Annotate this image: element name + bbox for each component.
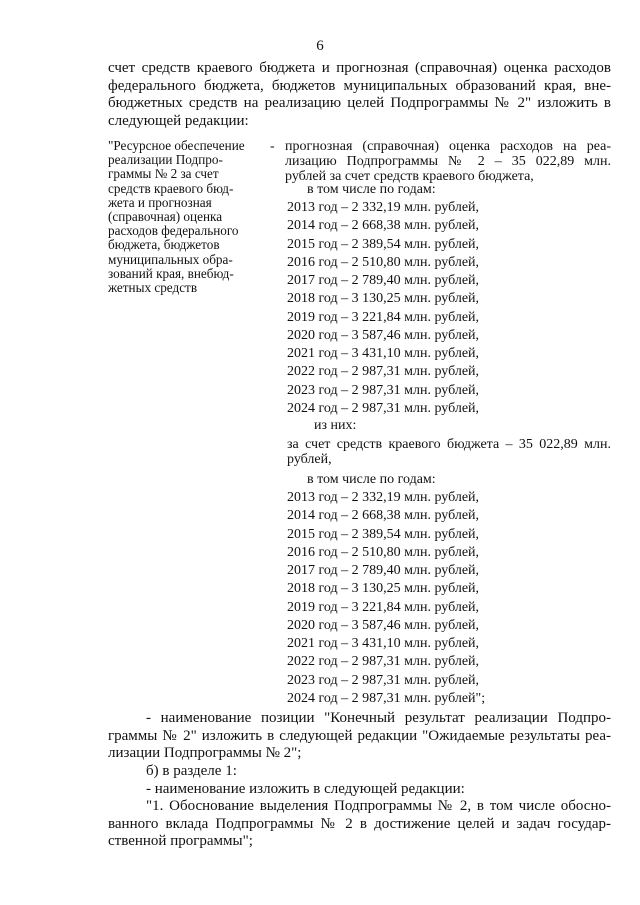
year-row: 2016 год – 2 510,80 млн. рублей, xyxy=(287,544,480,560)
text-line: бюджетных средств на реализацию целей Подпрограммы № 2" изложить в xyxy=(108,95,611,111)
resource-label-cell xyxy=(108,139,268,295)
text-line: "1. Обоснование выделения Подпрограммы № 2, в том числе обосно- xyxy=(146,798,611,814)
name-item-line: - наименование изложить в следующей редакции: xyxy=(146,781,465,797)
year-row: 2024 год – 2 987,31 млн. рублей, xyxy=(287,400,480,416)
by-years-label: в том числе по годам: xyxy=(307,182,436,197)
text-line: прогнозная (справочная) оценка расходов на реа- xyxy=(285,139,611,154)
text-line: расходов федерального xyxy=(108,223,239,239)
section-b-line: б) в разделе 1: xyxy=(146,763,237,779)
year-row: 2023 год – 2 987,31 млн. рублей, xyxy=(287,382,480,398)
text-line: следующей редакции: xyxy=(108,112,249,129)
of-them-label: из них: xyxy=(314,418,357,433)
year-row: 2014 год – 2 668,38 млн. рублей, xyxy=(287,218,480,234)
text-line: жета и прогнозная xyxy=(108,194,212,210)
text-line: бюджета, бюджетов xyxy=(108,237,220,253)
text-line: лизацию Подпрограммы № 2 – 35 022,89 млн. xyxy=(285,154,611,169)
text-line: реализации Подпро- xyxy=(108,152,223,168)
text-line: граммы № 2" изложить в следующей редакции "Ожидаемые результаты реа- xyxy=(108,727,611,744)
year-row: 2015 год – 2 389,54 млн. рублей, xyxy=(287,236,480,252)
resource-intro xyxy=(285,139,611,184)
years-list-total xyxy=(287,199,479,418)
page-number: 6 xyxy=(316,38,324,54)
text-line: - наименование позиции "Конечный результат реализации Подпро- xyxy=(146,710,611,726)
year-row: 2014 год – 2 668,38 млн. рублей, xyxy=(287,508,480,524)
text-line: зований края, внебюд- xyxy=(108,265,234,281)
year-row: 2022 год – 2 987,31 млн. рублей, xyxy=(287,364,480,380)
regional-budget-text xyxy=(287,437,611,467)
by-years-label: в том числе по годам: xyxy=(307,472,436,487)
text-line: лизации Подпрограммы № 2"; xyxy=(108,745,302,761)
text-line: рублей за счет средств краевого бюджета, xyxy=(285,169,534,184)
year-row: 2016 год – 2 510,80 млн. рублей, xyxy=(287,254,480,270)
year-row: 2023 год – 2 987,31 млн. рублей, xyxy=(287,672,480,688)
text-line: счет средств краевого бюджета и прогнозная (справочная) оценка расходов xyxy=(108,60,611,76)
item-name-paragraph xyxy=(108,710,611,763)
year-row: 2013 год – 2 332,19 млн. рублей, xyxy=(287,200,480,215)
year-row: 2017 год – 2 789,40 млн. рублей, xyxy=(287,563,480,578)
year-row: 2019 год – 3 221,84 млн. рублей, xyxy=(287,599,480,615)
year-row: 2021 год – 3 431,10 млн. рублей, xyxy=(287,636,480,651)
year-row: 2018 год – 3 130,25 млн. рублей, xyxy=(287,581,480,597)
text-line: "Ресурсное обеспечение xyxy=(108,138,245,153)
year-row: 2020 год – 3 587,46 млн. рублей, xyxy=(287,327,480,343)
year-row: 2013 год – 2 332,19 млн. рублей, xyxy=(287,490,480,505)
text-line: граммы № 2 за счет xyxy=(108,166,219,182)
text-line: за счет средств краевого бюджета – 35 022,89 млн. xyxy=(287,437,611,452)
text-line: жетных средств xyxy=(108,280,198,296)
quote-paragraph xyxy=(108,798,611,851)
intro-paragraph xyxy=(108,60,611,130)
text-line: муниципальных обра- xyxy=(108,251,233,267)
text-line: ванного вклада Подпрограммы № 2 в достижение целей и задач государ- xyxy=(108,815,611,832)
years-list-regional xyxy=(287,489,485,708)
text-line: федерального бюджета, бюджетов муниципальных образований края, вне- xyxy=(108,77,611,94)
year-row: 2019 год – 3 221,84 млн. рублей, xyxy=(287,309,480,325)
text-line: ственной программы"; xyxy=(108,833,253,849)
table-dash: - xyxy=(270,139,275,154)
year-row: 2017 год – 2 789,40 млн. рублей, xyxy=(287,273,480,288)
year-row: 2020 год – 3 587,46 млн. рублей, xyxy=(287,617,480,633)
text-line: рублей, xyxy=(287,452,332,467)
text-line: (справочная) оценка xyxy=(108,209,223,225)
year-row: 2018 год – 3 130,25 млн. рублей, xyxy=(287,291,480,307)
year-row: 2015 год – 2 389,54 млн. рублей, xyxy=(287,526,480,542)
year-row: 2024 год – 2 987,31 млн. рублей"; xyxy=(287,690,486,706)
year-row: 2021 год – 3 431,10 млн. рублей, xyxy=(287,346,480,361)
year-row: 2022 год – 2 987,31 млн. рублей, xyxy=(287,654,480,670)
text-line: средств краевого бюд- xyxy=(108,180,234,196)
